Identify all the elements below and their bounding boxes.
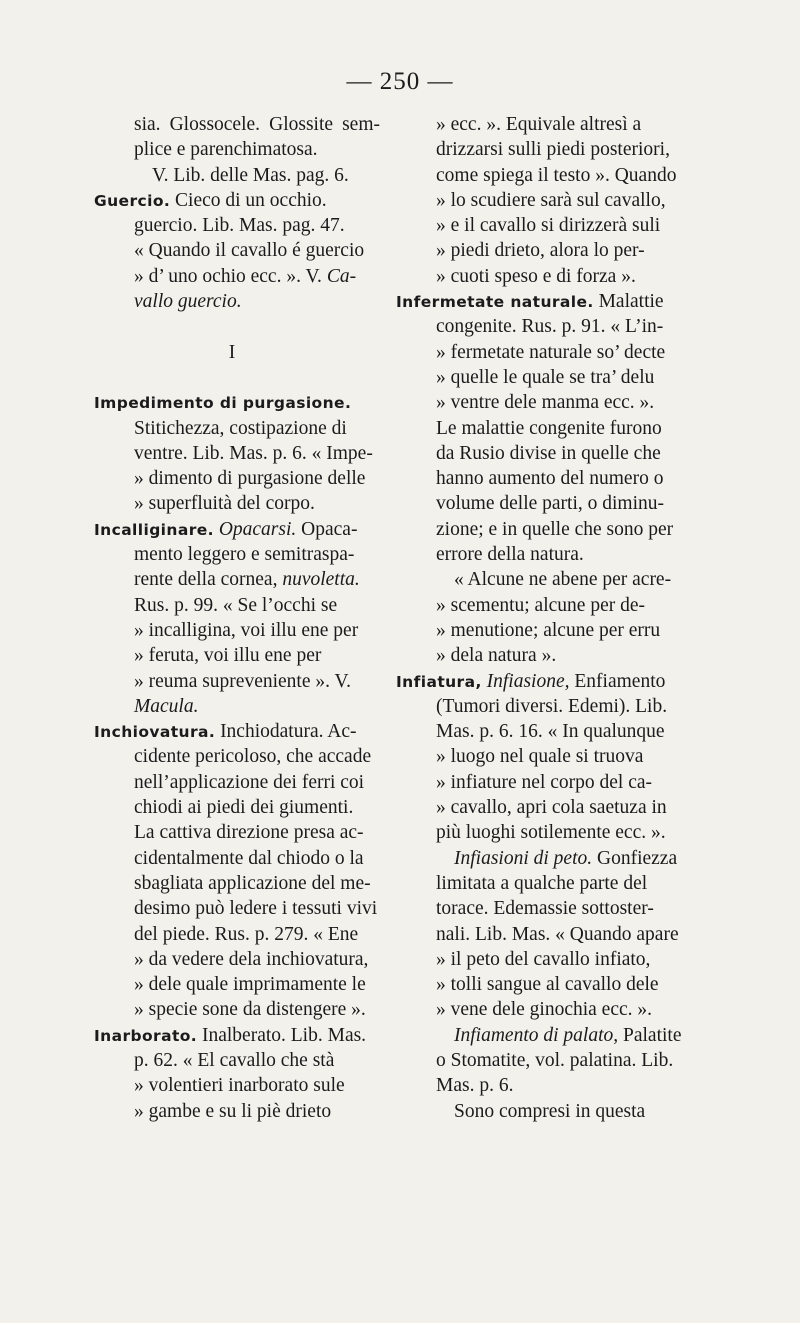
definition: Cieco di un occhio. [175,189,327,211]
italic-span: vallo guercio. [134,291,242,313]
text-line: V. Lib. delle Mas. pag. 6. [152,164,349,186]
text-line: » lo scudiere sarà sul cavallo, [436,189,666,211]
spacer [94,314,380,339]
italic-span: Infiasioni di peto. [454,847,593,869]
text-span: Gonfiezza [597,847,678,869]
headword: Inchiovatura. [94,723,216,742]
right-column [396,112,686,1124]
entry-inchiovatura [94,719,380,744]
italic-span: nuvoletta. [282,569,360,591]
italic-span: Infiasione, [486,670,570,692]
italic-span: Macula. [134,695,199,717]
text-line: guercio. Lib. Mas. pag. 47. [134,215,345,237]
definition: Inchiodatura. Ac- [220,721,357,743]
text-line: come spiega il testo ». Quando [436,164,677,186]
entry-infiatura [396,669,686,694]
text-line: Stitichezza, costipazione di [134,417,347,439]
headword: Inarborato. [94,1026,198,1045]
text-line: desimo può ledere i tessuti vivi [134,898,378,920]
text-line: zione; e in quelle che sono per [436,518,674,540]
text-line: « Quando il cavallo é guercio [134,240,365,262]
text-span: rente della cornea, [134,569,278,591]
text-line: » scementu; alcune per de- [436,594,645,616]
text-line: mento leggero e semitraspa- [134,544,355,566]
text-line [94,567,380,592]
headword: Infiatura, [396,672,482,691]
text-line: » dela natura ». [436,645,557,667]
text-line: cidente pericoloso, che accade [134,746,372,768]
text-line: Sono compresi in questa [454,1100,646,1122]
left-column [94,112,380,1124]
text-line: limitata a qualche parte del [436,872,648,894]
text-line [94,289,380,314]
text-line: Rus. p. 99. « Se l’occhi se [134,594,338,616]
spacer [94,365,380,390]
text-line: La cattiva direzione presa ac- [134,822,364,844]
text-line: o Stomatite, vol. palatina. Lib. [436,1049,674,1071]
text-line: » da vedere dela inchiovatura, [134,948,369,970]
definition: Inalberato. Lib. Mas. [201,1024,367,1046]
entry-guercio [94,188,380,213]
text-line: » menutione; alcune per erru [436,619,661,641]
text-line: nell’applicazione dei ferri coi [134,771,365,793]
text-line: » reuma supreveniente ». V. [134,670,351,692]
text-line: ventre. Lib. Mas. p. 6. « Impe- [134,442,373,464]
text-line: più luoghi sotilemente ecc. ». [436,822,666,844]
text-line [94,264,380,289]
text-line [396,1023,686,1048]
text-line: » ventre dele manma ecc. ». [436,392,655,414]
headword: Guercio. [94,191,171,210]
text-line: p. 62. « El cavallo che stà [134,1049,335,1071]
text-line: » volentieri inarborato sule [134,1075,345,1097]
definition: Malattie [598,291,664,313]
text-line: » gambe e su li piè drieto [134,1100,332,1122]
text-line: plice e parenchimatosa. [134,139,318,161]
definition: Opaca- [301,518,358,540]
text-line: » feruta, voi illu ene per [134,645,322,667]
text-line: del piede. Rus. p. 279. « Ene [134,923,359,945]
italic-span: Opacarsi. [218,518,297,540]
text-line: » vene dele ginochia ecc. ». [436,999,653,1021]
text-line: drizzarsi sulli piedi posteriori, [436,139,670,161]
headword: Impedimento di purgasione. [94,394,352,413]
text-line: Mas. p. 6. [436,1075,514,1097]
text-line: » tolli sangue al cavallo dele [436,974,659,996]
text-line: » quelle le quale se tra’ delu [436,366,655,388]
text-line: nali. Lib. Mas. « Quando apare [436,923,679,945]
text-line: errore della natura. [436,544,584,566]
text-line: » cavallo, apri cola saetuza in [436,797,667,819]
text-line: Mas. p. 6. 16. « In qualunque [436,721,665,743]
page-number: — 250 — [346,68,454,95]
text-line: » e il cavallo si dirizzerà suli [436,215,661,237]
text-line: » fermetate naturale so’ decte [436,341,666,363]
text-line: » dimento di purgasione delle [134,468,366,490]
entry-inarborato [94,1023,380,1048]
text-line: chiodi ai piedi dei giumenti. [134,797,354,819]
headword: Incalliginare. [94,520,214,539]
text-line: (Tumori diversi. Edemi). Lib. [436,695,668,717]
text-line: » ecc. ». Equivale altresì a [436,114,642,135]
entry-incalliginare [94,517,380,542]
text-line: » piedi drieto, alora lo per- [436,240,645,262]
text-line: » incalligina, voi illu ene per [134,619,359,641]
entry-impedimento [94,390,380,415]
text-span: » d’ uno ochio ecc. ». V. [134,265,322,287]
text-line [94,694,380,719]
text-line: Le malattie congenite furono [436,417,662,439]
text-span: Palatite [623,1024,682,1046]
italic-span: Ca- [326,265,357,287]
text-line: sia. Glossocele. Glossite sem- [134,114,380,135]
text-line: cidentalmente dal chiodo o la [134,847,364,869]
definition: Enfiamento [574,670,666,692]
headword: Infermetate naturale. [396,293,594,312]
entry-infermetate [396,289,686,314]
text-line: » il peto del cavallo infiato, [436,948,651,970]
text-line: » cuoti speso e di forza ». [436,265,636,287]
text-line: » specie sone da distengere ». [134,999,366,1021]
text-line: da Rusio divise in quelle che [436,442,661,464]
text-line: » infiature nel corpo del ca- [436,771,653,793]
text-line: » dele quale imprimamente le [134,974,366,996]
text-line: congenite. Rus. p. 91. « L’in- [436,316,664,338]
text-line: hanno aumento del numero o [436,468,664,490]
text-line: volume delle parti, o diminu- [436,493,664,515]
section-letter: I [228,341,236,363]
text-line: sbagliata applicazione del me- [134,872,371,894]
text-line: » superfluità del corpo. [134,493,315,515]
text-line: torace. Edemassie sottoster- [436,898,654,920]
italic-span: Infiamento di palato, [454,1024,619,1046]
text-line: « Alcune ne abene per acre- [454,569,672,591]
text-line: » luogo nel quale si truova [436,746,644,768]
text-line [396,846,686,871]
